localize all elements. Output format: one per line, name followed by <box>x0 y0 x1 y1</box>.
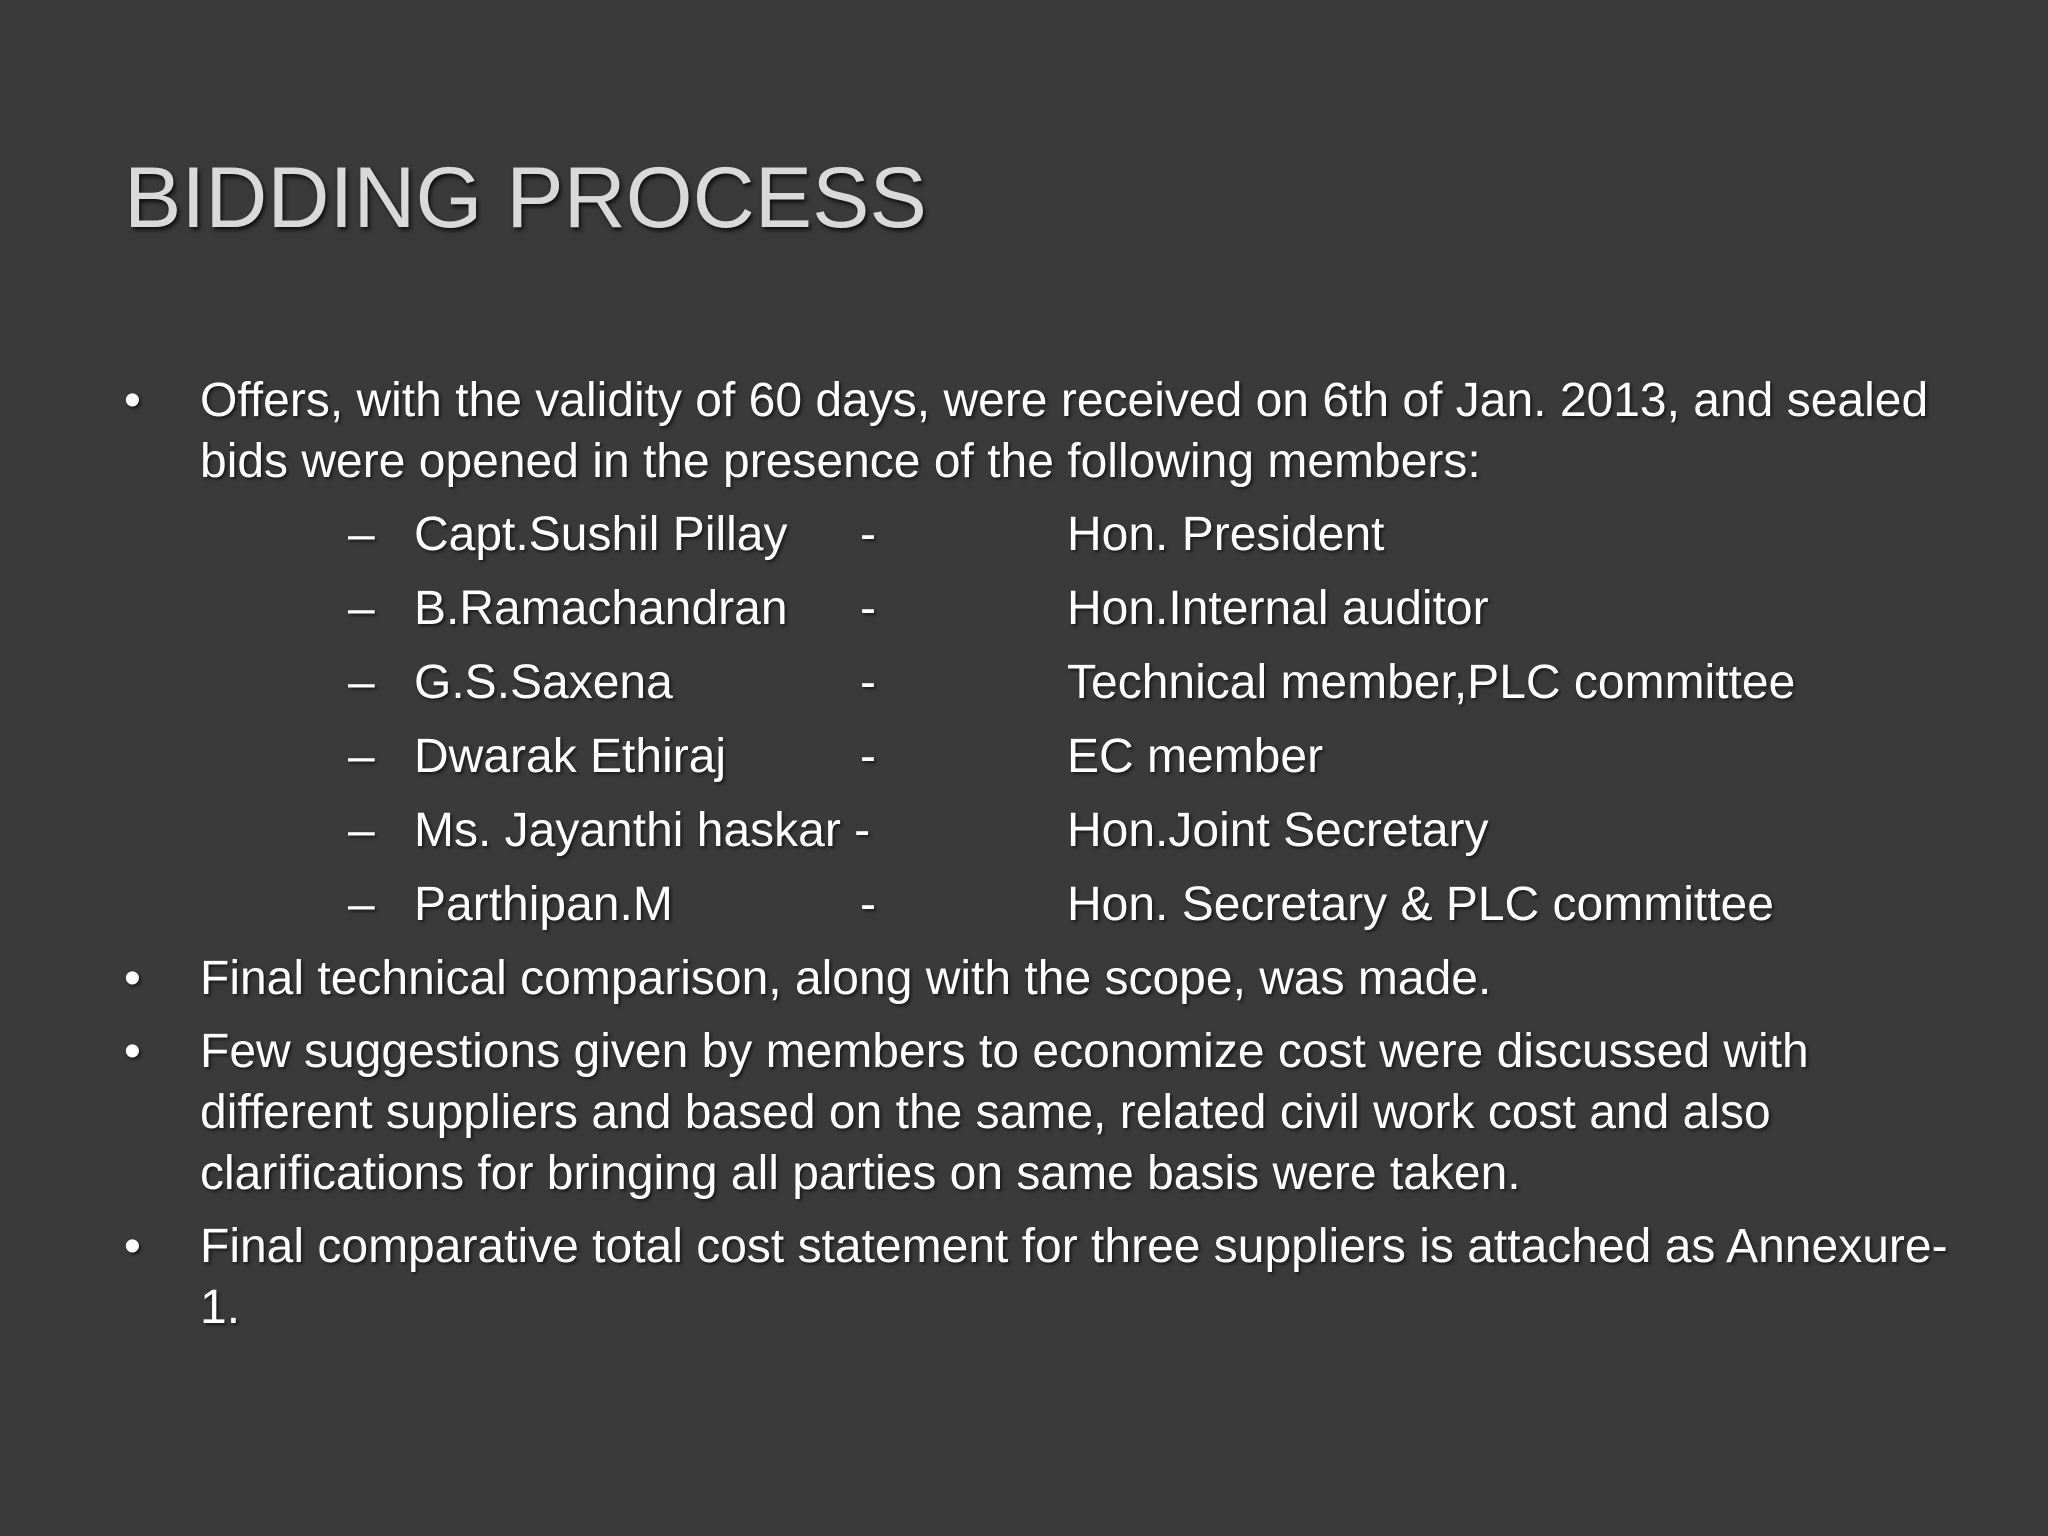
member-role: Hon.Internal auditor <box>1067 582 1489 635</box>
member-separator: - <box>860 878 876 931</box>
member-name: G.S.Saxena <box>414 656 673 709</box>
member-name: Ms. Jayanthi haskar - <box>414 804 871 857</box>
dash-marker: – <box>348 804 375 857</box>
member-separator: - <box>860 582 876 635</box>
bullet-text: Final technical comparison, along with the scope, was made. <box>200 952 1492 1005</box>
dash-marker: – <box>348 508 375 561</box>
member-item <box>124 504 1984 565</box>
member-role: Hon. President <box>1067 508 1385 561</box>
member-item <box>124 726 1984 787</box>
dash-marker: – <box>348 656 375 709</box>
member-item <box>124 800 1984 861</box>
member-name: Capt.Sushil Pillay <box>414 508 788 561</box>
member-item <box>124 874 1984 935</box>
members-list <box>124 504 1984 935</box>
slide-body <box>124 370 1984 1350</box>
bullet-text: Few suggestions given by members to economize cost were discussed with different suppliers and based on the same, related civil work cost and also clarifications for bringing all parties on same basis were taken. <box>200 1025 1809 1200</box>
bullet-marker: • <box>124 952 141 1005</box>
member-name: B.Ramachandran <box>414 582 788 635</box>
member-role: Technical member,PLC committee <box>1067 656 1796 709</box>
member-separator: - <box>860 656 876 709</box>
bullet-text: Offers, with the validity of 60 days, were received on 6th of Jan. 2013, and sealed bids were opened in the presence of the following members: <box>200 374 1929 488</box>
member-role: Hon. Secretary & PLC committee <box>1067 878 1774 931</box>
slide-title: BIDDING PROCESS <box>124 150 927 246</box>
member-item <box>124 578 1984 639</box>
member-role: Hon.Joint Secretary <box>1067 804 1489 857</box>
bullet-item <box>124 1021 1984 1204</box>
member-separator: - <box>860 730 876 783</box>
bullet-item <box>124 370 1984 492</box>
dash-marker: – <box>348 878 375 931</box>
bullet-marker: • <box>124 374 141 427</box>
member-name: Parthipan.M <box>414 878 673 931</box>
dash-marker: – <box>348 730 375 783</box>
member-name: Dwarak Ethiraj <box>414 730 727 783</box>
bullet-marker: • <box>124 1220 141 1273</box>
member-separator: - <box>860 508 876 561</box>
bullet-marker: • <box>124 1025 141 1078</box>
bullet-item <box>124 948 1984 1009</box>
dash-marker: – <box>348 582 375 635</box>
bullet-text: Final comparative total cost statement for three suppliers is attached as Annexure-1. <box>200 1220 1948 1334</box>
member-item <box>124 652 1984 713</box>
member-role: EC member <box>1067 730 1324 783</box>
bullet-item <box>124 1216 1984 1338</box>
